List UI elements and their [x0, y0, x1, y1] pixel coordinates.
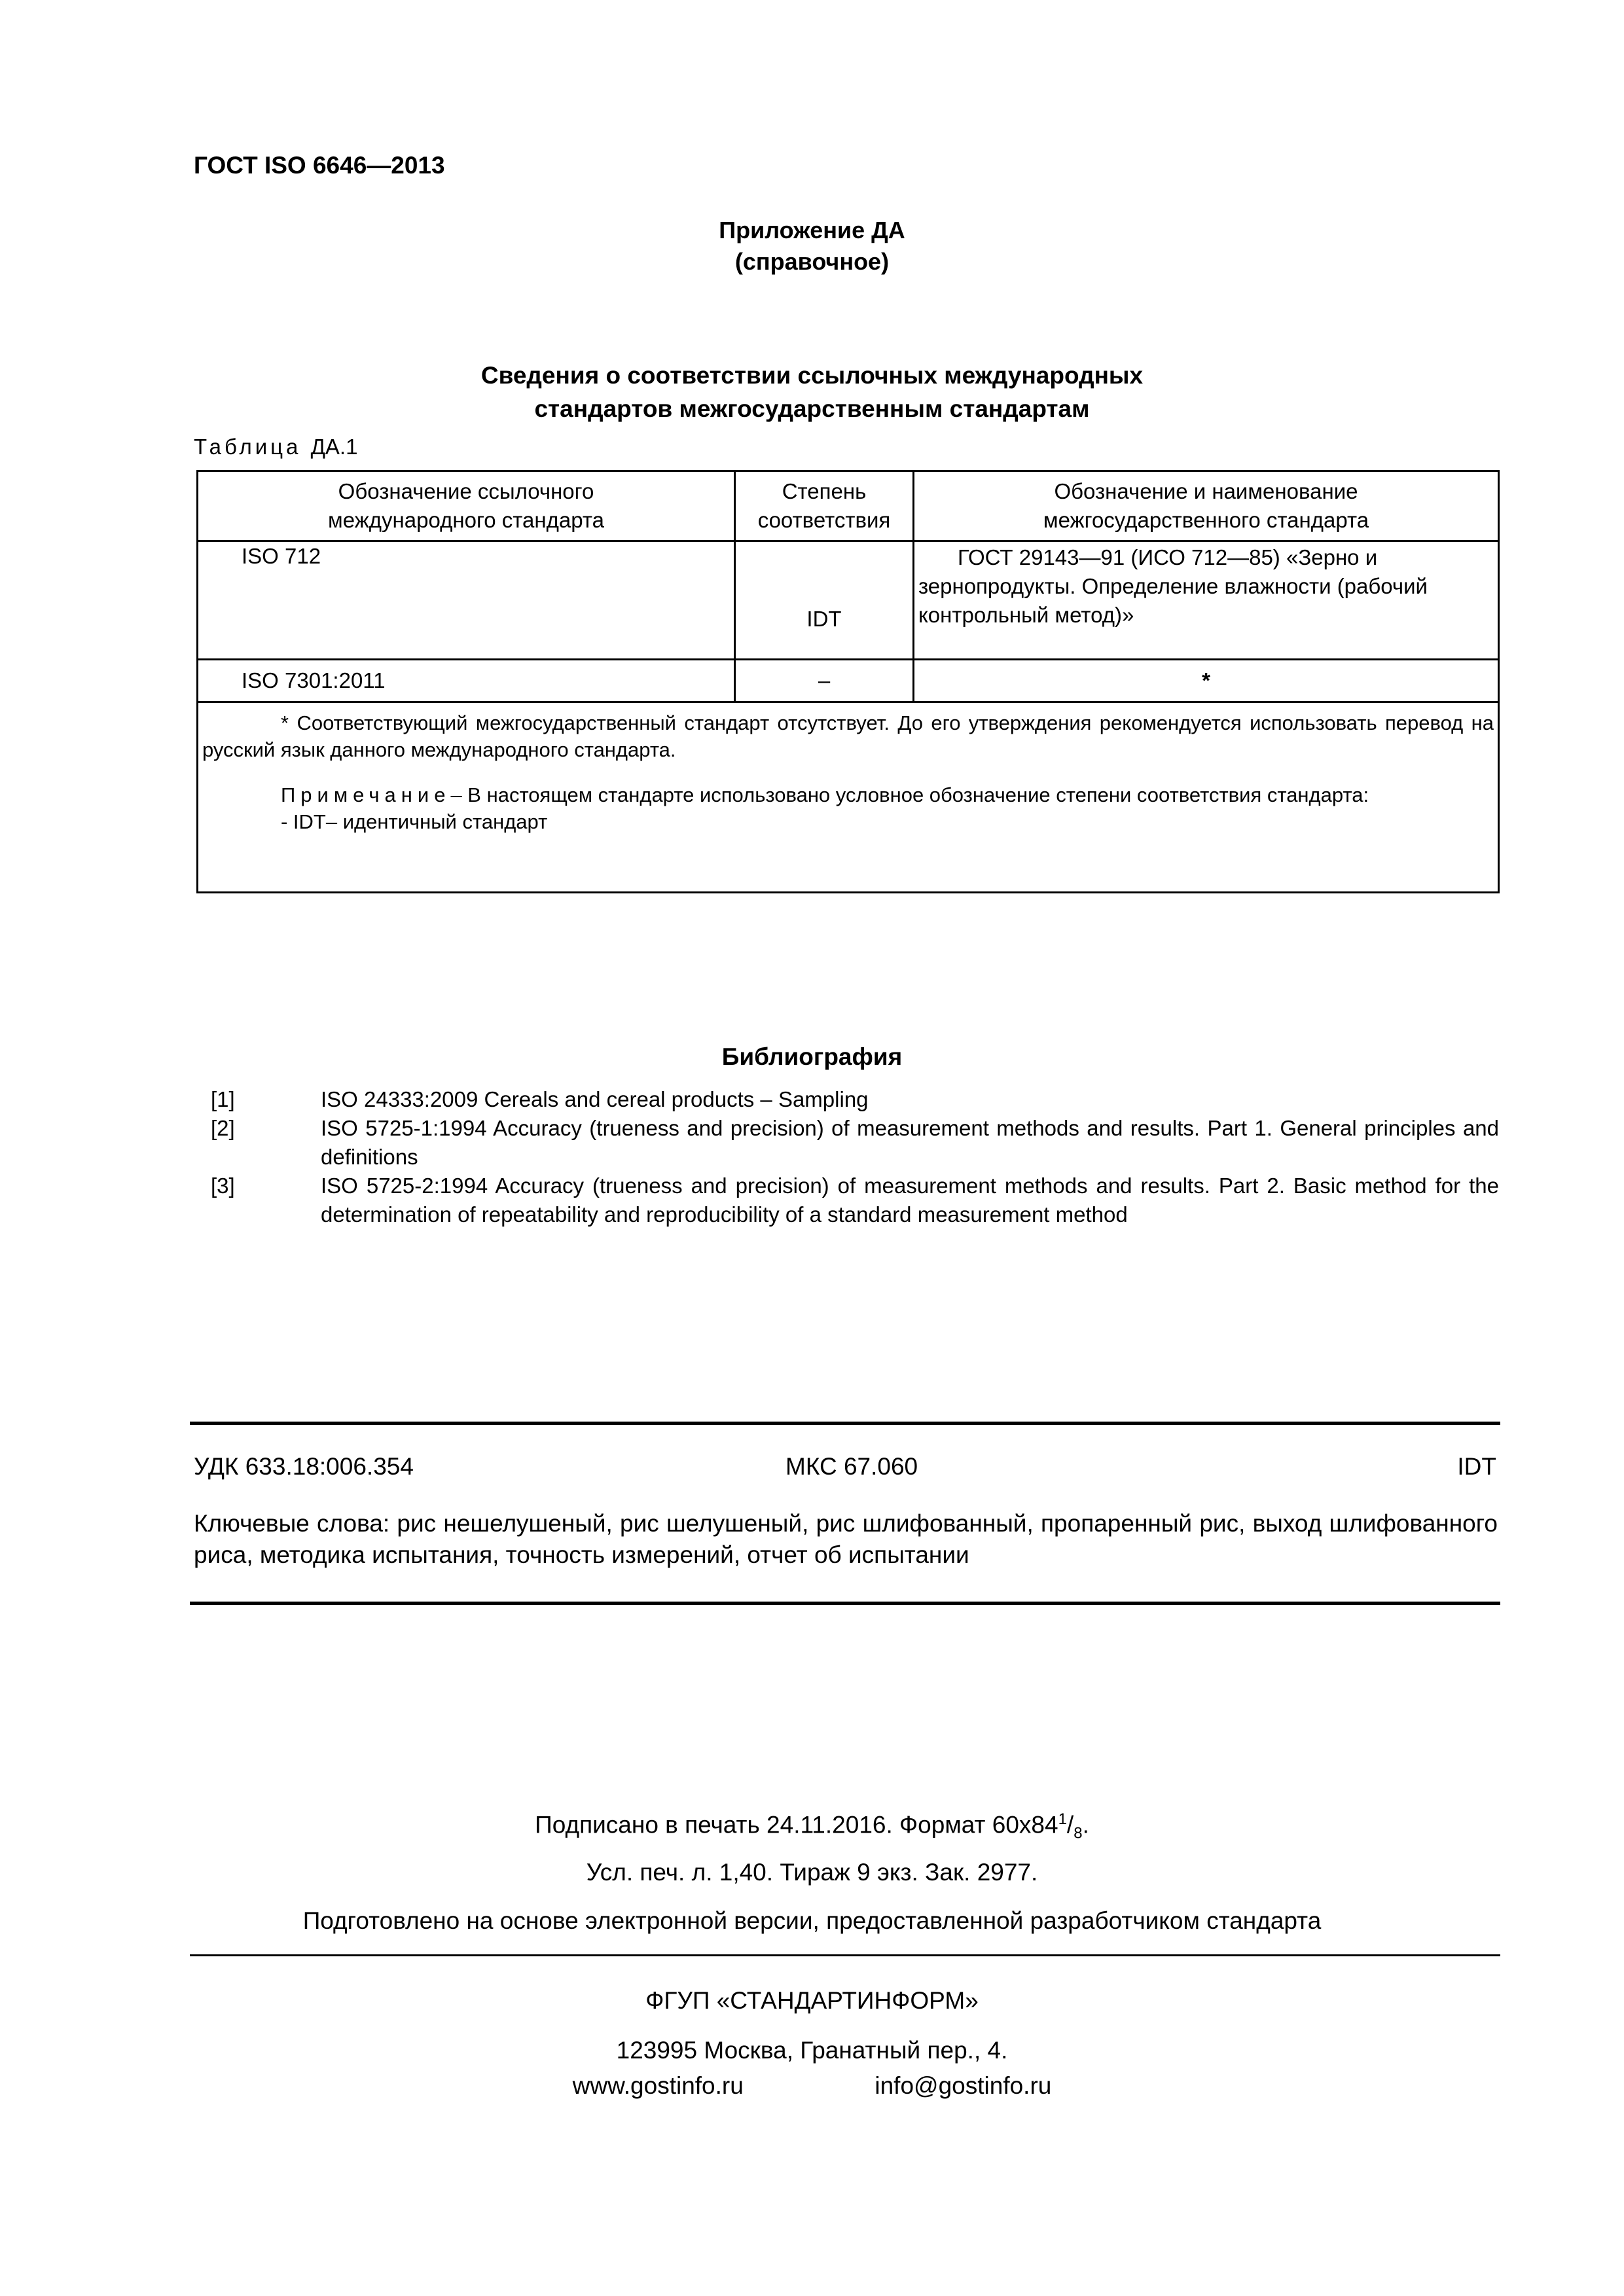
- table-caption: [194, 435, 357, 459]
- publisher-name: ФГУП «СТАНДАРТИНФОРМ»: [645, 1987, 979, 2014]
- bibliography-item-text: ISO 5725-2:1994 Accuracy (trueness and precision) of measurement methods and results. Part 2. Basic method for the determination of repeatability and reproducibility of a standard measurement method: [321, 1174, 1499, 1227]
- format-denominator: 8: [1074, 1824, 1083, 1842]
- cell-interstate-standard: *: [914, 660, 1499, 702]
- keywords: Ключевые слова: рис нешелушеный, рис шелушеный, рис шлифованный, пропаренный рис, выход шлифованного риса, методика испытания, точность измерений, отчет об испытании: [194, 1510, 1498, 1568]
- table-header-row: [198, 471, 1499, 541]
- bibliography-item: [196, 1172, 1499, 1229]
- bibliography-item-number: [2]: [211, 1116, 235, 1140]
- header-ref-standard: [198, 471, 735, 541]
- table-row: [198, 660, 1499, 702]
- classification-codes: [194, 1453, 1496, 1480]
- document-code: ГОСТ ISO 6646—2013: [194, 152, 445, 179]
- classification-bottom-rule: [190, 1602, 1500, 1605]
- section-title-line-2: стандартов межгосударственным стандартам: [534, 395, 1090, 422]
- table-notes-row: [198, 702, 1499, 893]
- header-degree: [735, 471, 914, 541]
- annex-type: (справочное): [734, 248, 890, 275]
- header-ref-line-2: международного стандарта: [328, 508, 604, 532]
- bibliography-item-number: [1]: [211, 1087, 235, 1111]
- table-caption-word: Таблица: [194, 435, 302, 459]
- remark-item: - IDT– идентичный стандарт: [281, 810, 548, 833]
- imprint-print-info: Усл. печ. л. 1,40. Тираж 9 экз. Зак. 2977.: [586, 1859, 1038, 1886]
- bibliography-item-text: ISO 24333:2009 Cereals and cereal products – Sampling: [321, 1087, 869, 1111]
- header-degree-line-1: Степень: [782, 479, 867, 503]
- section-title: [0, 359, 1624, 425]
- imprint-rule: [190, 1954, 1500, 1956]
- imprint-prepared: Подготовлено на основе электронной версии, предоставленной разработчиком стандарта: [302, 1907, 1322, 1934]
- bibliography-item: [196, 1085, 1499, 1114]
- website-link[interactable]: www.gostinfo.ru: [572, 2072, 744, 2099]
- remark-label: Примечание: [281, 783, 451, 806]
- imprint-signed-text: Подписано в печать 24.11.2016. Формат 60x84: [535, 1811, 1058, 1839]
- mks-code: МКС 67.060: [785, 1453, 918, 1480]
- bibliography-list: [196, 1085, 1499, 1229]
- format-end: .: [1082, 1811, 1089, 1839]
- cell-interstate-standard: ГОСТ 29143—91 (ИСО 712—85) «Зерно и зернопродукты. Определение влажности (рабочий контрольный метод)»: [914, 541, 1499, 660]
- annex-heading: [0, 215, 1624, 278]
- bibliography-item-text: ISO 5725-1:1994 Accuracy (trueness and precision) of measurement methods and results. Part 1. General principles and definitions: [321, 1116, 1499, 1169]
- section-title-line-1: Сведения о соответствии ссылочных международных: [480, 362, 1144, 389]
- table-notes: [198, 702, 1499, 893]
- imprint-signed: [0, 1810, 1624, 1843]
- cell-degree: IDT: [735, 541, 914, 660]
- table-footnote: * Соответствующий межгосударственный стандарт отсутствует. До его утверждения рекомендуется использовать перевод на русский язык данного международного стандарта.: [202, 711, 1494, 761]
- standards-correspondence-table: [196, 470, 1500, 893]
- table-caption-number: ДА.1: [310, 435, 358, 459]
- table-remark: [202, 781, 1494, 808]
- header-interstate-line-1: Обозначение и наименование: [1054, 479, 1358, 503]
- publisher-address: 123995 Москва, Гранатный пер., 4.: [616, 2037, 1008, 2064]
- header-degree-line-2: соответствия: [757, 508, 891, 532]
- header-ref-line-1: Обозначение ссылочного: [338, 479, 594, 503]
- degree-code: IDT: [1457, 1453, 1496, 1480]
- cell-ref-standard: ISO 712: [198, 541, 735, 660]
- publisher-contacts: [0, 2072, 1624, 2100]
- remark-text: – В настоящем стандарте использовано условное обозначение степени соответствия стандарта:: [450, 783, 1369, 806]
- bibliography-title: Библиография: [721, 1043, 903, 1070]
- header-interstate-line-2: межгосударственного стандарта: [1043, 508, 1369, 532]
- format-numerator: 1: [1058, 1810, 1067, 1828]
- header-interstate-standard: [914, 471, 1499, 541]
- classification-top-rule: [190, 1422, 1500, 1425]
- annex-title: Приложение ДА: [719, 217, 905, 243]
- email-link[interactable]: info@gostinfo.ru: [875, 2072, 1052, 2099]
- udk-code: УДК 633.18:006.354: [194, 1453, 414, 1480]
- bibliography-item-number: [3]: [211, 1174, 235, 1198]
- cell-ref-standard: ISO 7301:2011: [198, 660, 735, 702]
- format-slash: /: [1066, 1811, 1074, 1839]
- table-row: [198, 541, 1499, 660]
- bibliography-item: [196, 1114, 1499, 1172]
- cell-degree: –: [735, 660, 914, 702]
